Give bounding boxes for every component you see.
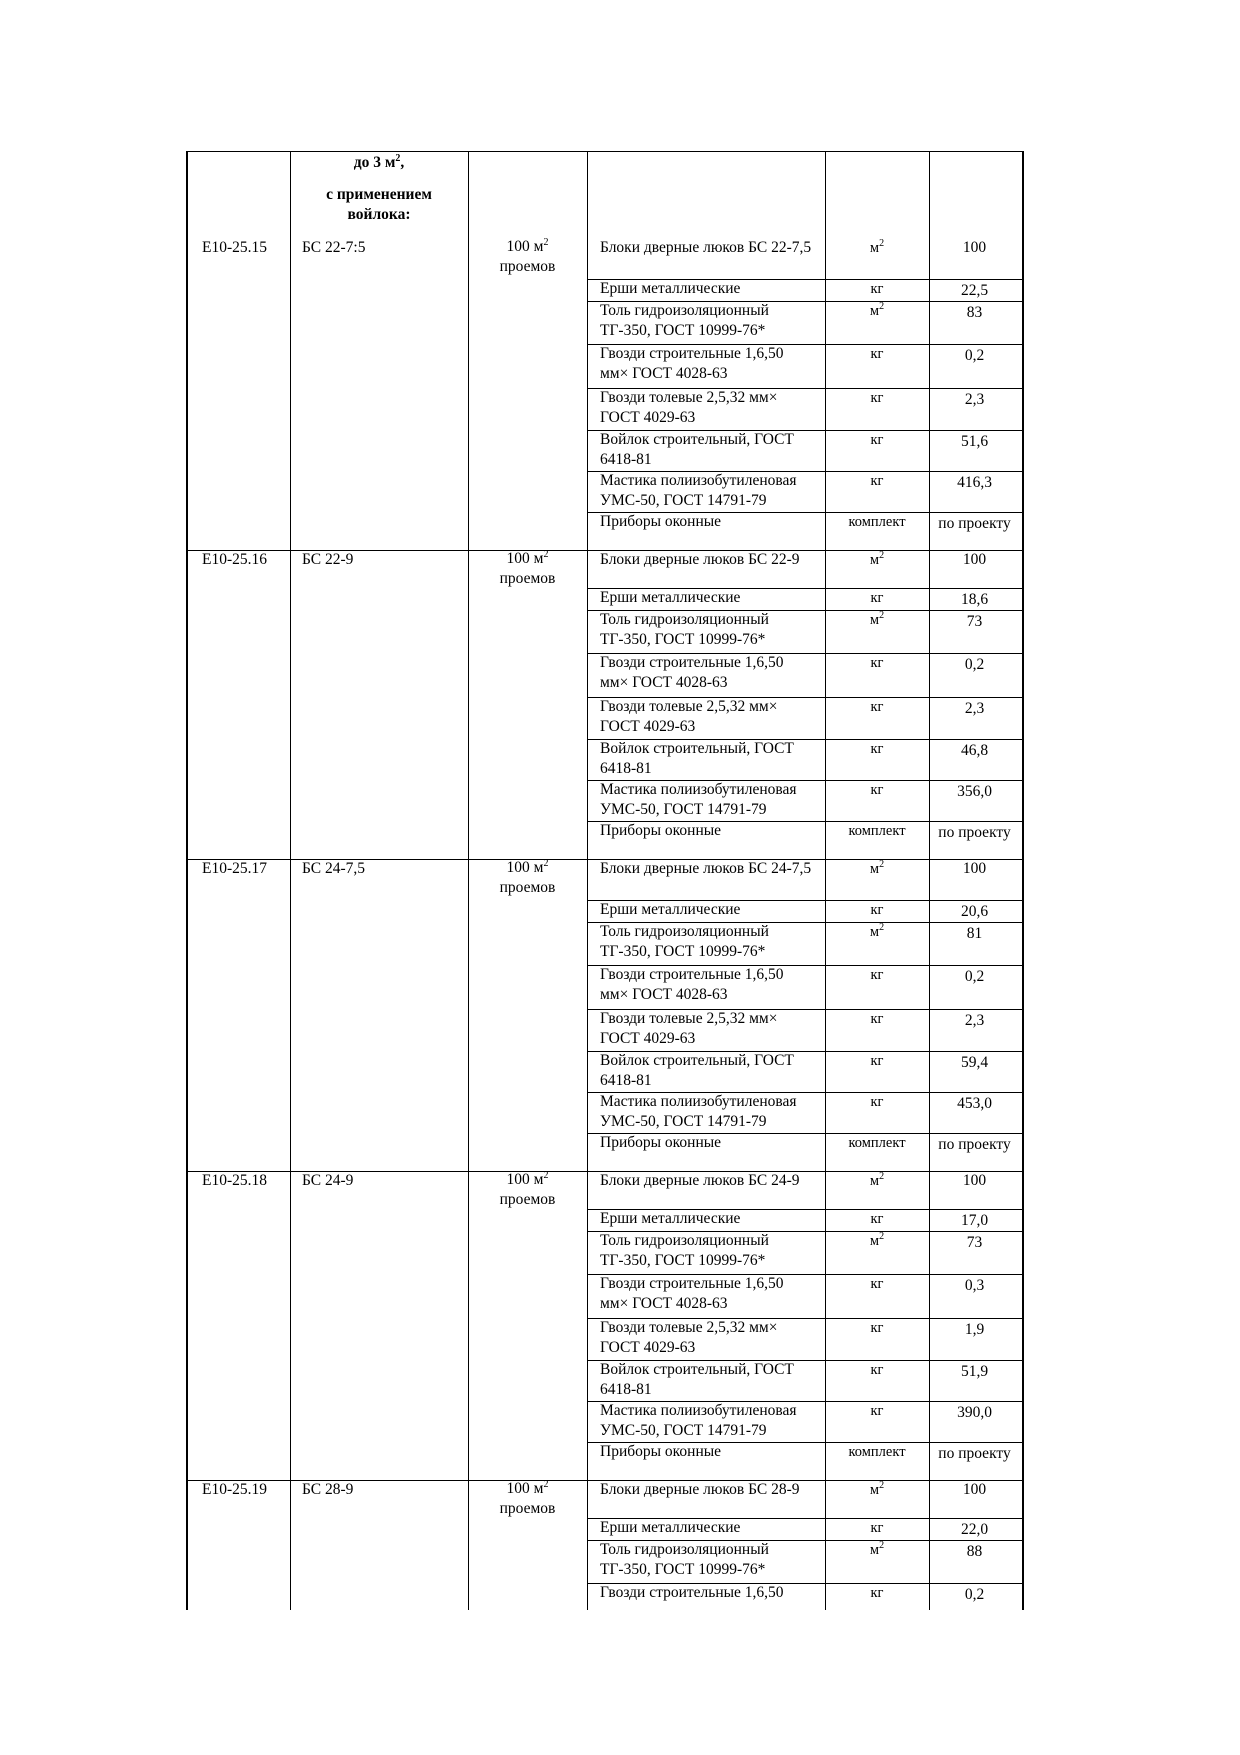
material-unit: кг bbox=[870, 1053, 884, 1069]
material-name: Мастика полиизобутиленовая УМС-50, ГОСТ 14791-79 bbox=[600, 781, 797, 818]
material-quantity: 46,8 bbox=[960, 742, 989, 759]
measure-unit-word: проемов bbox=[499, 570, 556, 587]
material-unit: $м^2$ bbox=[869, 922, 885, 940]
table-row bbox=[186, 1274, 1024, 1318]
material-name: Войлок строительный, ГОСТ 6418-81 bbox=[600, 1052, 794, 1089]
table-row bbox=[186, 922, 1024, 965]
material-name: Толь гидроизоляционный ТГ-350, ГОСТ 10999-76* bbox=[600, 1541, 769, 1578]
material-unit: кг bbox=[870, 346, 884, 362]
material-name: Гвозди толевые 2,5,32 мм× ГОСТ 4029-63 bbox=[600, 1010, 778, 1047]
material-unit: кг bbox=[870, 1403, 884, 1419]
row-divider bbox=[186, 151, 1024, 152]
row-divider bbox=[587, 1051, 1022, 1052]
material-name: Гвозди толевые 2,5,32 мм× ГОСТ 4029-63 bbox=[600, 1319, 778, 1356]
table-row bbox=[186, 610, 1024, 653]
rate-code: Е10-25.16 bbox=[202, 551, 268, 568]
material-unit: кг bbox=[870, 1520, 884, 1536]
table-row bbox=[186, 430, 1024, 471]
material-unit: $м^2$ bbox=[869, 1171, 885, 1189]
row-divider bbox=[587, 1274, 1022, 1275]
material-quantity: 73 bbox=[966, 1234, 983, 1251]
table-row bbox=[186, 301, 1024, 344]
material-quantity: 2,3 bbox=[964, 391, 985, 408]
material-quantity: 73 bbox=[966, 613, 983, 630]
row-divider bbox=[587, 1318, 1022, 1319]
materials-table bbox=[186, 151, 1024, 1610]
row-divider bbox=[587, 279, 1022, 280]
row-divider bbox=[587, 1209, 1022, 1210]
material-quantity: по проекту bbox=[938, 1445, 1011, 1462]
measure-unit bbox=[468, 859, 587, 897]
row-divider bbox=[587, 739, 1022, 740]
measure-unit-word: проемов bbox=[499, 1191, 556, 1208]
material-quantity: по проекту bbox=[938, 824, 1011, 841]
table-row bbox=[186, 1583, 1024, 1625]
material-unit: кг bbox=[870, 741, 884, 757]
column-border bbox=[929, 151, 930, 1610]
material-unit: $м^2$ bbox=[869, 1480, 885, 1498]
material-name: Гвозди строительные 1,6,50 bbox=[600, 1584, 784, 1601]
row-divider bbox=[587, 922, 1022, 923]
measure-unit bbox=[468, 1171, 587, 1209]
table-row bbox=[186, 238, 1024, 279]
measure-unit-sup: 2 bbox=[543, 1171, 549, 1181]
table-row bbox=[186, 1442, 1024, 1480]
material-unit: кг bbox=[870, 281, 884, 297]
material-name: Мастика полиизобутиленовая УМС-50, ГОСТ 14791-79 bbox=[600, 1402, 797, 1439]
rate-code: Е10-25.18 bbox=[202, 1172, 268, 1189]
table-row bbox=[186, 900, 1024, 922]
material-name: Мастика полиизобутиленовая УМС-50, ГОСТ 14791-79 bbox=[600, 1093, 797, 1130]
table-row bbox=[186, 588, 1024, 610]
row-divider bbox=[587, 1360, 1022, 1361]
measure-unit-number: 100 м bbox=[506, 1480, 544, 1497]
measure-unit bbox=[468, 1480, 587, 1518]
measure-unit-sup: 2 bbox=[543, 550, 549, 560]
material-quantity: 100 bbox=[962, 551, 987, 568]
material-name: Ерши металлические bbox=[600, 280, 741, 297]
material-quantity: 20,6 bbox=[960, 903, 989, 920]
table-row bbox=[186, 1540, 1024, 1583]
table-row bbox=[186, 1480, 1024, 1518]
material-unit: кг bbox=[870, 699, 884, 715]
row-divider bbox=[587, 1401, 1022, 1402]
block-name: БС 28-9 bbox=[302, 1481, 354, 1498]
table-row bbox=[186, 780, 1024, 821]
material-unit: кг bbox=[870, 390, 884, 406]
material-quantity: 453,0 bbox=[957, 1095, 992, 1112]
material-name: Толь гидроизоляционный ТГ-350, ГОСТ 10999-76* bbox=[600, 302, 769, 339]
row-divider bbox=[587, 512, 1022, 513]
material-name: Мастика полиизобутиленовая УМС-50, ГОСТ 14791-79 bbox=[600, 472, 797, 509]
material-quantity: 0,2 bbox=[964, 347, 985, 364]
material-quantity: 51,6 bbox=[960, 433, 989, 450]
row-divider bbox=[587, 1092, 1022, 1093]
material-quantity: 100 bbox=[962, 860, 987, 877]
rate-code: Е10-25.19 bbox=[202, 1481, 268, 1498]
material-unit: $м^2$ bbox=[869, 1540, 885, 1558]
row-divider bbox=[186, 550, 1022, 551]
measure-unit-number: 100 м bbox=[506, 550, 544, 567]
material-unit: комплект bbox=[848, 823, 906, 839]
measure-unit bbox=[468, 550, 587, 588]
column-border bbox=[587, 151, 588, 1610]
material-unit: комплект bbox=[848, 514, 906, 530]
block-name: БС 24-9 bbox=[302, 1172, 354, 1189]
table-row bbox=[186, 739, 1024, 780]
material-name: Войлок строительный, ГОСТ 6418-81 bbox=[600, 1361, 794, 1398]
material-name: Блоки дверные люков БС 22-7,5 bbox=[600, 239, 812, 256]
material-quantity: 390,0 bbox=[957, 1404, 992, 1421]
material-name: Ерши металлические bbox=[600, 1210, 741, 1227]
material-quantity: 83 bbox=[966, 304, 983, 321]
material-quantity: 22,5 bbox=[960, 282, 989, 299]
material-unit: кг bbox=[870, 590, 884, 606]
material-unit: комплект bbox=[848, 1444, 906, 1460]
material-name: Приборы оконные bbox=[600, 513, 722, 530]
material-quantity: 100 bbox=[962, 1481, 987, 1498]
material-unit: кг bbox=[870, 1320, 884, 1336]
material-quantity: 51,9 bbox=[960, 1363, 989, 1380]
rate-code: Е10-25.15 bbox=[202, 239, 268, 256]
material-quantity: 2,3 bbox=[964, 700, 985, 717]
table-row bbox=[186, 821, 1024, 859]
row-divider bbox=[587, 697, 1022, 698]
material-name: Приборы оконные bbox=[600, 822, 722, 839]
material-quantity: 0,2 bbox=[964, 1586, 985, 1603]
measure-unit-number: 100 м bbox=[506, 859, 544, 876]
row-divider bbox=[186, 859, 1022, 860]
row-divider bbox=[587, 430, 1022, 431]
material-name: Войлок строительный, ГОСТ 6418-81 bbox=[600, 740, 794, 777]
material-quantity: 0,2 bbox=[964, 656, 985, 673]
table-row bbox=[186, 1209, 1024, 1231]
material-quantity: 59,4 bbox=[960, 1054, 989, 1071]
material-name: Гвозди толевые 2,5,32 мм× ГОСТ 4029-63 bbox=[600, 389, 778, 426]
material-name: Гвозди строительные 1,6,50 мм× ГОСТ 4028-63 bbox=[600, 1275, 784, 1312]
row-divider bbox=[587, 1540, 1022, 1541]
table-row bbox=[186, 1318, 1024, 1360]
material-unit: кг bbox=[870, 1276, 884, 1292]
column-border bbox=[825, 151, 826, 1610]
material-name: Блоки дверные люков БС 24-7,5 bbox=[600, 860, 812, 877]
material-name: Гвозди толевые 2,5,32 мм× ГОСТ 4029-63 bbox=[600, 698, 778, 735]
row-divider bbox=[587, 301, 1022, 302]
material-name: Ерши металлические bbox=[600, 1519, 741, 1536]
row-divider bbox=[587, 388, 1022, 389]
table-row bbox=[186, 344, 1024, 388]
measure-unit-sup: 2 bbox=[543, 1480, 549, 1490]
row-divider bbox=[587, 610, 1022, 611]
material-quantity: 88 bbox=[966, 1543, 983, 1560]
block-name: БС 22-7:5 bbox=[302, 239, 366, 256]
table-row bbox=[186, 388, 1024, 430]
table-row bbox=[186, 1231, 1024, 1274]
material-unit: кг bbox=[870, 1585, 884, 1601]
table-row bbox=[186, 1133, 1024, 1171]
measure-unit-sup: 2 bbox=[543, 238, 549, 248]
row-divider bbox=[587, 965, 1022, 966]
row-divider bbox=[587, 1583, 1022, 1584]
material-name: Толь гидроизоляционный ТГ-350, ГОСТ 10999-76* bbox=[600, 923, 769, 960]
table-row bbox=[186, 965, 1024, 1009]
measure-unit-sup: 2 bbox=[543, 859, 549, 869]
material-name: Гвозди строительные 1,6,50 мм× ГОСТ 4028-63 bbox=[600, 345, 784, 382]
header-line-2: с применением bbox=[326, 186, 432, 203]
block-name: БС 24-7,5 bbox=[302, 860, 366, 877]
material-quantity: 2,3 bbox=[964, 1012, 985, 1029]
material-quantity: 18,6 bbox=[960, 591, 989, 608]
row-divider bbox=[587, 344, 1022, 345]
row-divider bbox=[587, 1009, 1022, 1010]
row-divider bbox=[186, 1480, 1022, 1481]
row-divider bbox=[587, 821, 1022, 822]
material-unit: кг bbox=[870, 1011, 884, 1027]
material-unit: $м^2$ bbox=[869, 301, 885, 319]
table-row bbox=[186, 550, 1024, 588]
measure-unit bbox=[468, 238, 587, 276]
material-quantity: 100 bbox=[962, 239, 987, 256]
block-name: БС 22-9 bbox=[302, 551, 354, 568]
material-unit: кг bbox=[870, 1211, 884, 1227]
material-name: Блоки дверные люков БС 28-9 bbox=[600, 1481, 800, 1498]
material-unit: кг bbox=[870, 432, 884, 448]
table-row bbox=[186, 1009, 1024, 1051]
row-divider bbox=[587, 780, 1022, 781]
column-border bbox=[186, 151, 188, 1610]
measure-unit-word: проемов bbox=[499, 1500, 556, 1517]
row-divider bbox=[587, 471, 1022, 472]
row-divider bbox=[587, 1442, 1022, 1443]
material-quantity: 356,0 bbox=[957, 783, 992, 800]
table-row bbox=[186, 1518, 1024, 1540]
material-quantity: 17,0 bbox=[960, 1212, 989, 1229]
material-quantity: 22,0 bbox=[960, 1521, 989, 1538]
material-unit: кг bbox=[870, 1094, 884, 1110]
table-row bbox=[186, 279, 1024, 301]
material-name: Ерши металлические bbox=[600, 589, 741, 606]
row-divider bbox=[587, 1518, 1022, 1519]
material-unit: $м^2$ bbox=[869, 238, 885, 256]
material-unit: кг bbox=[870, 655, 884, 671]
material-quantity: по проекту bbox=[938, 515, 1011, 532]
table-row bbox=[186, 512, 1024, 550]
row-divider bbox=[186, 1171, 1022, 1172]
row-divider bbox=[587, 653, 1022, 654]
material-name: Приборы оконные bbox=[600, 1134, 722, 1151]
material-quantity: 0,3 bbox=[964, 1277, 985, 1294]
material-name: Толь гидроизоляционный ТГ-350, ГОСТ 10999-76* bbox=[600, 611, 769, 648]
material-name: Толь гидроизоляционный ТГ-350, ГОСТ 10999-76* bbox=[600, 1232, 769, 1269]
material-unit: кг bbox=[870, 902, 884, 918]
measure-unit-word: проемов bbox=[499, 258, 556, 275]
material-quantity: по проекту bbox=[938, 1136, 1011, 1153]
rate-code: Е10-25.17 bbox=[202, 860, 268, 877]
material-name: Войлок строительный, ГОСТ 6418-81 bbox=[600, 431, 794, 468]
header-line-3: войлока: bbox=[347, 206, 411, 223]
material-unit: кг bbox=[870, 1362, 884, 1378]
column-border bbox=[290, 151, 291, 1610]
table-row bbox=[186, 653, 1024, 697]
material-name: Гвозди строительные 1,6,50 мм× ГОСТ 4028-63 bbox=[600, 966, 784, 1003]
table-row bbox=[186, 1092, 1024, 1133]
material-unit: $м^2$ bbox=[869, 610, 885, 628]
column-border bbox=[1022, 151, 1024, 1610]
material-name: Ерши металлические bbox=[600, 901, 741, 918]
table-row bbox=[186, 859, 1024, 900]
material-unit: $м^2$ bbox=[869, 1231, 885, 1249]
material-name: Приборы оконные bbox=[600, 1443, 722, 1460]
header-line-1: до 3 $м^2$, bbox=[353, 153, 405, 171]
material-name: Блоки дверные люков БС 24-9 bbox=[600, 1172, 800, 1189]
material-name: Блоки дверные люков БС 22-9 bbox=[600, 551, 800, 568]
material-unit: $м^2$ bbox=[869, 550, 885, 568]
table-row bbox=[186, 1360, 1024, 1401]
row-divider bbox=[587, 1133, 1022, 1134]
column-border bbox=[468, 151, 469, 1610]
row-divider bbox=[587, 588, 1022, 589]
material-unit: $м^2$ bbox=[869, 859, 885, 877]
measure-unit-word: проемов bbox=[499, 879, 556, 896]
material-quantity: 100 bbox=[962, 1172, 987, 1189]
table-row bbox=[186, 471, 1024, 512]
material-quantity: 0,2 bbox=[964, 968, 985, 985]
row-divider bbox=[587, 1231, 1022, 1232]
table-row bbox=[186, 1401, 1024, 1442]
material-unit: кг bbox=[870, 782, 884, 798]
material-quantity: 81 bbox=[966, 925, 983, 942]
row-divider bbox=[587, 900, 1022, 901]
material-quantity: 1,9 bbox=[964, 1321, 985, 1338]
measure-unit-number: 100 м bbox=[506, 1171, 544, 1188]
material-quantity: 416,3 bbox=[957, 474, 992, 491]
material-unit: комплект bbox=[848, 1135, 906, 1151]
material-name: Гвозди строительные 1,6,50 мм× ГОСТ 4028-63 bbox=[600, 654, 784, 691]
material-unit: кг bbox=[870, 473, 884, 489]
table-row bbox=[186, 697, 1024, 739]
material-unit: кг bbox=[870, 967, 884, 983]
measure-unit-number: 100 м bbox=[506, 238, 544, 255]
table-row bbox=[186, 1171, 1024, 1209]
table-row bbox=[186, 1051, 1024, 1092]
